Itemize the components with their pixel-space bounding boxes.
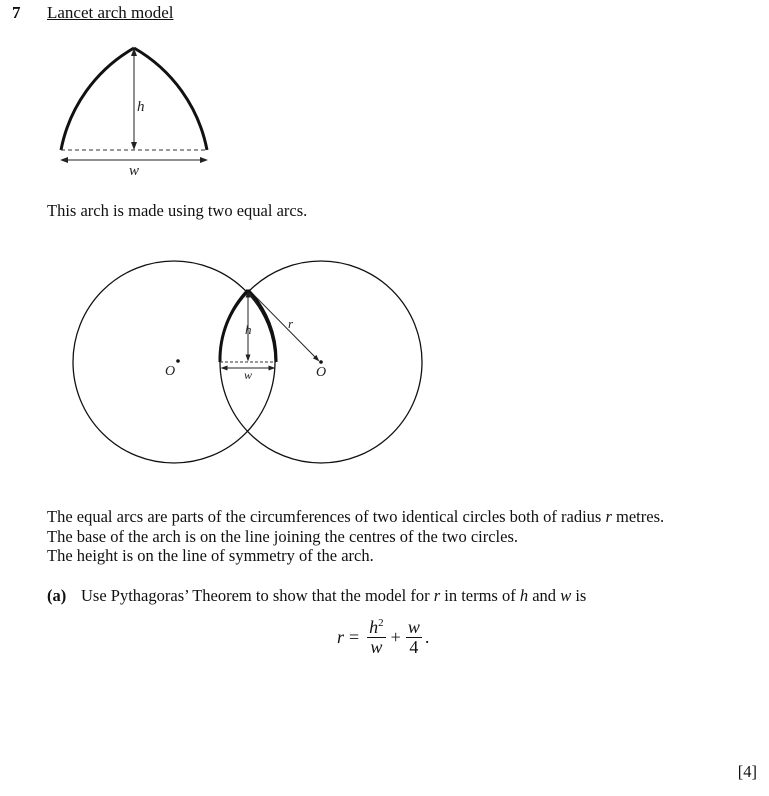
height-label: h (137, 99, 145, 115)
fraction-w-over-4: $\frac{w}{4}$ (407, 617, 420, 657)
arch-right-arc (134, 48, 207, 150)
marks: [4] (737, 762, 757, 781)
paragraph-line-3: The height is on the line of symmetry of the arch. (47, 546, 374, 565)
left-centre-dot (176, 359, 180, 363)
part-a-text: Use Pythagoras’ Theorem to show that the model for r in terms of h and w is (81, 586, 587, 605)
left-circle (73, 261, 275, 463)
radius-arrow (250, 291, 317, 359)
two-circles-diagram (0, 250, 769, 480)
formula (337, 618, 429, 657)
formula-equals: = (349, 626, 360, 647)
arch-description: This arch is made using two equal arcs. (47, 201, 308, 220)
question-number: 7 (12, 3, 21, 22)
part-a-label: (a) (47, 586, 67, 605)
fraction-h2-over-w: $\frac{h^2}{w}$ (369, 617, 384, 657)
height-label: h (245, 322, 252, 337)
paragraph-line-2: The base of the arch is on the line joining the centres of the two circles. (47, 527, 519, 546)
formula-end: . (424, 626, 430, 647)
formula-lhs: r (337, 626, 345, 647)
arch-left-arc (61, 48, 134, 150)
arch-left-arc (220, 290, 248, 362)
width-label: w (129, 163, 140, 179)
lancet-arch-diagram (0, 0, 769, 200)
left-centre-label: O (165, 364, 176, 379)
paragraph-line-1: The equal arcs are parts of the circumferences of two identical circles both of radius r metres. (47, 507, 665, 526)
right-centre-label: O (316, 365, 327, 380)
arch-right-arc (248, 290, 276, 362)
right-centre-dot (319, 360, 323, 364)
question-title: Lancet arch model (47, 3, 174, 22)
radius-label: r (288, 316, 294, 331)
formula-plus: + (390, 626, 401, 647)
width-label: w (244, 368, 253, 382)
